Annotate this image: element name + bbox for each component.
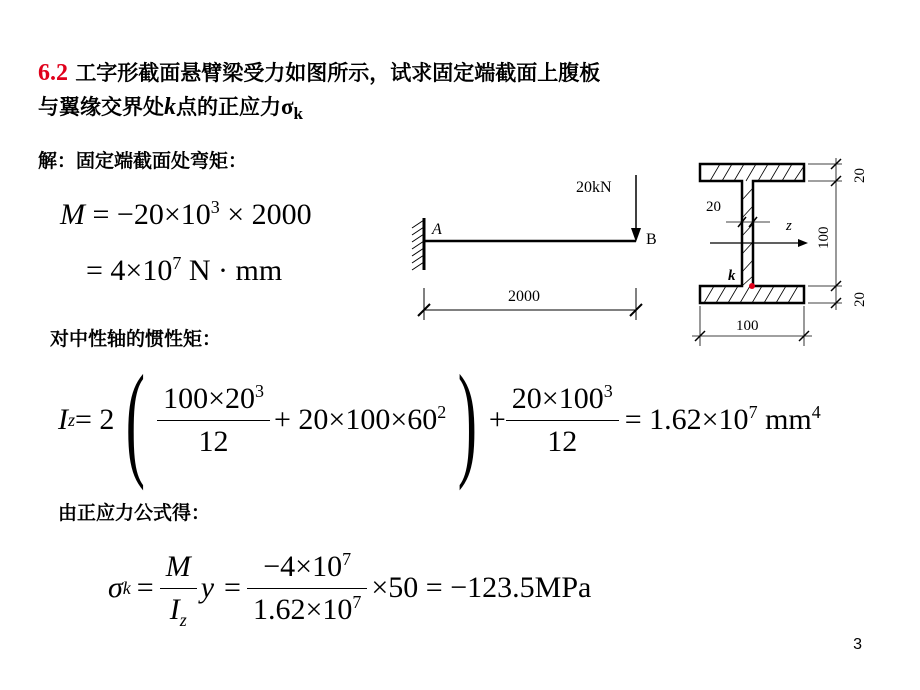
frac2-den: 12 — [547, 424, 578, 458]
stress-frac2-den: 1.62×10 — [252, 592, 353, 626]
moment-exp-1: 3 — [210, 197, 220, 217]
stress-heading: 由正应力公式得： — [58, 502, 211, 524]
width-label: 100 — [736, 318, 759, 334]
title-line2-b: 点的正应力 — [176, 95, 281, 119]
length-label: 2000 — [508, 288, 540, 305]
frac1-num: 100×20 — [163, 381, 255, 415]
solution-heading: 解：固定端截面处弯矩： — [38, 150, 248, 172]
result-unit: mm — [757, 403, 812, 436]
inertia-heading: 对中性轴的惯性矩： — [50, 328, 222, 350]
moment-eq-2: = 4×10 — [86, 254, 173, 287]
moment-var: M — [60, 198, 85, 231]
frac2-num-exp: 3 — [603, 380, 613, 401]
stress-frac-2 — [247, 550, 367, 627]
axis-label: z — [786, 218, 792, 234]
frac2-num: 20×100 — [511, 381, 604, 415]
moment-rest-2: N · mm — [181, 254, 283, 287]
support-hatching — [412, 220, 424, 270]
moment-exp-2: 7 — [172, 253, 182, 273]
moment-equation-2 — [86, 254, 282, 288]
moment-eq-1: = −20×10 — [85, 198, 211, 231]
inertia-result — [619, 403, 821, 437]
stress-frac1-den: I — [169, 592, 180, 626]
left-paren: ( — [126, 349, 146, 491]
web-thickness-label: 20 — [706, 199, 721, 215]
point-b-label: B — [646, 231, 657, 248]
stress-frac-1 — [160, 549, 197, 630]
point-k-label: k — [728, 268, 736, 284]
frac1-num-exp: 3 — [254, 380, 264, 401]
result-exp: 7 — [748, 402, 758, 422]
stress-frac1-num: M — [165, 549, 191, 583]
inertia-var: I — [58, 403, 68, 436]
load-label: 20kN — [576, 179, 612, 196]
moment-rest-1: × 2000 — [219, 198, 312, 231]
stress-result: ×50 = −123.5MPa — [371, 571, 592, 604]
term2-text: + 20×100×60 — [273, 403, 438, 436]
stress-frac1-den-sub: z — [179, 609, 187, 630]
moment-equation-1 — [60, 198, 312, 232]
stress-y: y — [200, 571, 215, 604]
inertia-equation: I z = 2 ( $\frac{100\times 20^3}{12}$ + $20\times 100\times 60^2$ ) + $\frac{20\times 100^3}{12}$ = $1.62\times 10^7$ $mm^4$ — [58, 349, 821, 491]
title-line1: 工字形截面悬臂梁受力如图所示，试求固定端截面上腹板 — [75, 61, 601, 85]
stress-frac2-num-exp: 7 — [342, 548, 352, 569]
title-point-k: k — [164, 94, 176, 120]
stress-eq1: = — [136, 571, 154, 604]
result-unit-exp: 4 — [811, 402, 821, 422]
beam-diagram — [400, 170, 670, 330]
term2-exp: 2 — [437, 402, 447, 422]
i-section-diagram — [680, 150, 880, 350]
point-a-label: A — [432, 221, 442, 238]
result-text: = 1.62×10 — [624, 403, 749, 436]
problem-statement — [38, 56, 898, 131]
point-k-marker — [749, 283, 755, 289]
inertia-term2 — [270, 403, 446, 437]
stress-frac2-den-exp: 7 — [352, 591, 362, 612]
bottom-flange-label: 20 — [852, 292, 868, 307]
title-sigma: σ — [281, 94, 294, 119]
title-sigma-sub: k — [293, 104, 303, 124]
inertia-coef: = 2 — [75, 403, 115, 436]
top-flange-label: 20 — [852, 168, 868, 183]
stress-frac2-num: −4×10 — [263, 549, 343, 583]
problem-number: 6.2 — [38, 60, 68, 86]
inertia-frac-2 — [506, 382, 619, 459]
page-number: 3 — [853, 636, 862, 653]
inertia-frac-1 — [157, 382, 270, 459]
neutral-axis-arrow — [798, 239, 808, 247]
stress-eq2: = — [224, 571, 241, 604]
frac1-den: 12 — [198, 424, 229, 458]
stress-var: σ — [108, 571, 123, 604]
web-height-label: 100 — [816, 226, 832, 249]
inertia-plus: + — [488, 403, 506, 436]
right-paren: ) — [457, 349, 478, 491]
stress-equation: σ k = $\frac{M}{I_z}$ y = $\frac{-4\times 10^7}{1.62\times 10^7}$ ×50 = −123.5MPa — [108, 548, 592, 630]
title-line2-a: 与翼缘交界处 — [38, 95, 164, 119]
